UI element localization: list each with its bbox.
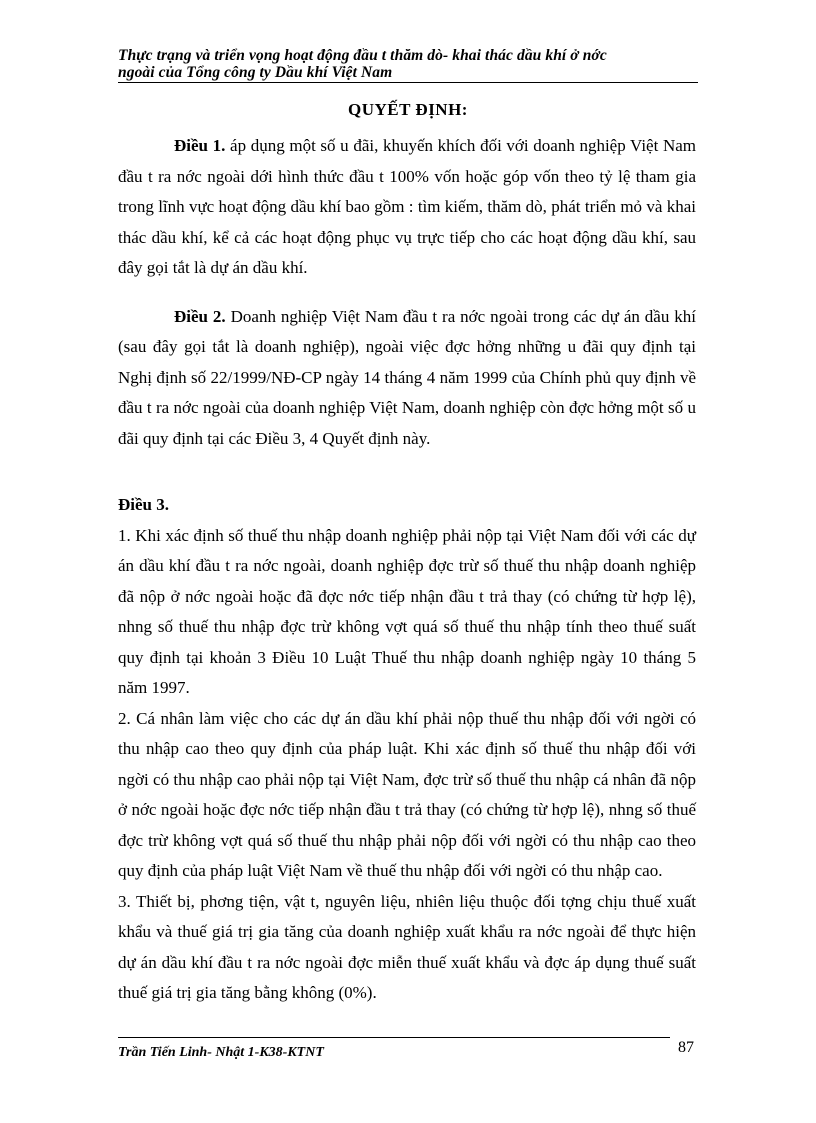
page-number: 87 (678, 1039, 694, 1056)
article-2-label: Điều 2. (174, 306, 226, 326)
article-1 (118, 131, 696, 284)
article-1-label: Điều 1. (174, 136, 226, 155)
header-rule (118, 82, 698, 83)
article-3-item-3: 3. Thiết bị, phơng tiện, vật t, nguyên liệu, nhiên liệu thuộc đối tợng chịu thuế xuất khẩu và thuế giá trị gia tăng của doanh nghiệp xuất khẩu ra nớc ngoài để thực hiện dự án dầu khí đầu t ra nớc ngoài đợc miễn thuế xuất khẩu và đợc áp dụng thuế suất thuế giá trị gia tăng bằng không (0%). (118, 891, 696, 1002)
spacer (118, 284, 696, 302)
spacer (118, 454, 696, 490)
header-line-2: ngoài của Tổng công ty Dầu khí Việt Nam (118, 64, 393, 81)
article-2-text: Doanh nghiệp Việt Nam đầu t ra nớc ngoài trong các dự án dầu khí (sau đây gọi tắt là doanh nghiệp), ngoài việc đợc hởng những u đãi quy định tại Nghị định số 22/1999/NĐ-CP ngày 14 tháng 4 năm 1999 của Chính phủ quy định về đầu t ra nớc ngoài của doanh nghiệp Việt Nam, doanh nghiệp còn đợc hởng một số u đãi quy định tại các Điều 3, 4 Quyết định này. (118, 306, 697, 448)
article-2 (118, 302, 696, 455)
article-3-item-2: 2. Cá nhân làm việc cho các dự án dầu khí phải nộp thuế thu nhập đối với ngời có thu nhập cao theo quy định của pháp luật. Khi xác định số thuế thu nhập đối với ngời có thu nhập cao phải nộp tại Việt Nam, đợc trừ số thuế thu nhập cá nhân đã nộp ở nớc ngoài hoặc đợc nớc tiếp nhận đầu t trả thay (có chứng từ hợp lệ), nhng số thuế đợc trừ không vợt quá số thuế thu nhập phải nộp đối với ngời có thu nhập cao theo quy định của pháp luật Việt Nam về thuế thu nhập đối với ngời có thu nhập cao. (118, 708, 696, 880)
document-body (118, 131, 696, 1009)
header-line-1: Thực trạng và triển vọng hoạt động đầu t thăm dò- khai thác dầu khí ở nớc (118, 47, 607, 64)
article-3-label: Điều 3. (118, 495, 169, 514)
article-3-item-1: 1. Khi xác định số thuế thu nhập doanh nghiệp phải nộp tại Việt Nam đối với các dự án dầu khí đầu t ra nớc ngoài, doanh nghiệp đợc trừ số thuế thu nhập doanh nghiệp đã nộp ở nớc ngoài hoặc đã đợc nớc tiếp nhận đầu t trả thay (có chứng từ hợp lệ), nhng số thuế thu nhập đợc trừ không vợt quá số thuế thu nhập tính theo thuế suất quy định tại khoản 3 Điều 10 Luật Thuế thu nhập doanh nghiệp ngày 10 tháng 5 năm 1997. (118, 525, 696, 697)
footer-author: Trần Tiến Linh- Nhật 1-K38-KTNT (118, 1045, 324, 1060)
running-header (118, 47, 698, 81)
footer-rule (118, 1037, 670, 1038)
decision-title: QUYẾT ĐỊNH: (348, 100, 468, 119)
article-1-text: áp dụng một số u đãi, khuyến khích đối với doanh nghiệp Việt Nam đầu t ra nớc ngoài dới hình thức đầu t 100% vốn hoặc góp vốn theo tỷ lệ tham gia trong lĩnh vực hoạt động dầu khí bao gồm : tìm kiếm, thăm dò, phát triển mỏ và khai thác dầu khí, kể cả các hoạt động phục vụ trực tiếp cho các hoạt động dầu khí, sau đây gọi tắt là dự án dầu khí. (118, 136, 696, 277)
